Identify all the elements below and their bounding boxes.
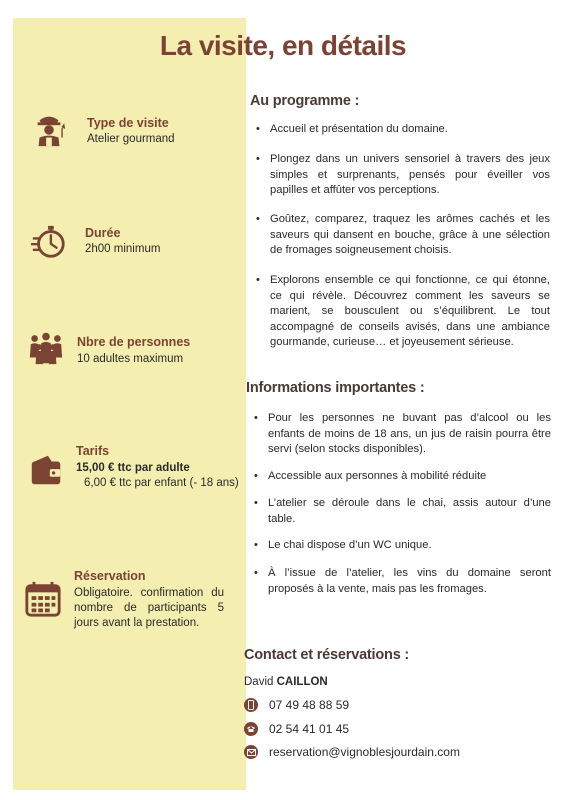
email-icon	[244, 745, 258, 759]
contact-mobile[interactable]	[244, 696, 349, 714]
list-item: • Le chai dispose d’un WC unique.	[251, 538, 551, 554]
programme-heading: Au programme :	[250, 93, 360, 109]
sidebar-heading-duration: Durée	[85, 226, 121, 240]
sidebar-text-booking: Obligatoire. confirmation du nombre de participants 5 jours avant la prestation.	[74, 587, 224, 629]
sidebar-text-type: Atelier gourmand	[87, 133, 175, 145]
page-title: La visite, en détails	[159, 30, 407, 61]
list-item: • Goûtez, comparez, traquez les arômes cachés et les saveurs qui dansent en bouche, grâce à une sélection de fromages soigneusement choisis.	[253, 212, 550, 259]
mobile-phone-icon	[244, 698, 258, 712]
price-child: 6,00 € ttc par enfant (- 18 ans)	[84, 477, 239, 489]
stopwatch-icon	[30, 223, 68, 261]
list-item: • L’atelier se déroule dans le chai, assis autour d’une table.	[251, 496, 551, 527]
infos-heading: Informations importantes :	[246, 380, 425, 396]
list-item: • Explorons ensemble ce qui fonctionne, ce qui étonne, ce qui révèle. Découvrez comment les saveurs se marient, se bousculent ou s’équilibrent. Le tout accompagné de conseils avisés, dans une ambiance gourmande, curieuse… et joyeusement sérieuse.	[253, 273, 550, 351]
mobile-number: 07 49 48 88 59	[269, 698, 350, 712]
chef-icon	[30, 110, 68, 148]
email-address[interactable]: reservation@vignoblesjourdain.com	[269, 745, 460, 759]
list-item: • Plongez dans un univers sensoriel à travers des jeux simples et surprenants, pensés pour éveiller vos papilles et affûter vos perceptions.	[253, 152, 550, 199]
sidebar-heading-booking: Réservation	[74, 569, 146, 583]
calendar-icon	[24, 580, 62, 618]
contact-name: David CAILLON	[244, 676, 328, 688]
contact-email[interactable]	[244, 743, 460, 761]
sidebar-text-people: 10 adultes maximum	[77, 353, 184, 365]
list-item: • Accueil et présentation du domaine.	[253, 122, 550, 138]
contact-heading: Contact et réservations :	[244, 647, 410, 663]
list-item: • À l’issue de l’atelier, les vins du domaine seront proposés à la vente, mais pas les fromages.	[251, 566, 551, 597]
contact-phone[interactable]	[244, 720, 349, 738]
price-adult: 15,00 € ttc par adulte	[76, 462, 190, 474]
sidebar-heading-people: Nbre de personnes	[77, 335, 191, 349]
sidebar-text-duration: 2h00 minimum	[85, 243, 161, 255]
phone-icon	[244, 722, 258, 736]
wallet-icon	[27, 452, 65, 490]
list-item: • Pour les personnes ne buvant pas d’alcool ou les enfants de moins de 18 ans, un jus de raisin pourra être servi (selon stocks disponibles).	[251, 411, 551, 458]
sidebar-heading-type: Type de visite	[87, 116, 169, 130]
group-icon	[27, 329, 65, 367]
list-item: • Accessible aux personnes à mobilité réduite	[251, 469, 551, 485]
phone-number: 02 54 41 01 45	[269, 722, 350, 736]
sidebar-heading-prices: Tarifs	[76, 444, 110, 458]
